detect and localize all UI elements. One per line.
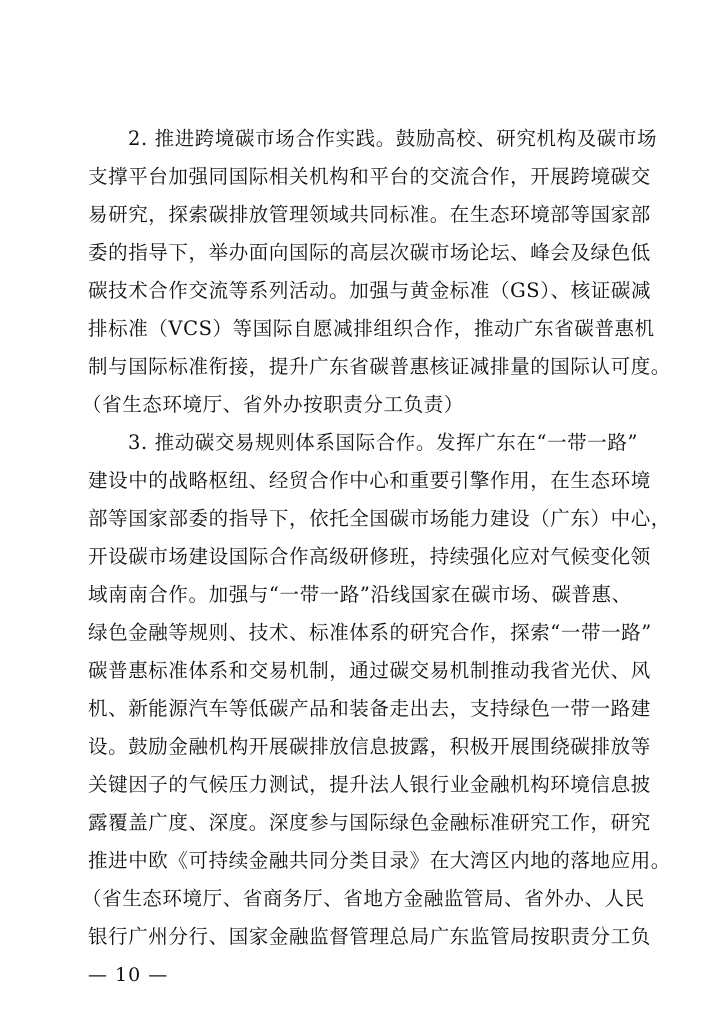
paragraph-3-line: 部等国家部委的指导下，依托全国碳市场能力建设（广东）中心， — [88, 507, 671, 530]
paragraph-3-responsibility-line: 银行广州分行、国家金融监督管理总局广东监管局按职责分工负 — [88, 925, 651, 948]
paragraph-3-line: 露覆盖广度、深度。深度参与国际绿色金融标准研究工作，研究 — [88, 811, 651, 834]
paragraph-3-line: 推进中欧《可持续金融共同分类目录》在大湾区内地的落地应用。 — [88, 849, 671, 872]
paragraph-3-line: 碳普惠标准体系和交易机制，通过碳交易机制推动我省光伏、风 — [88, 659, 651, 682]
paragraph-3-line: 域南南合作。加强与“一带一路”沿线国家在碳市场、碳普惠、 — [88, 583, 632, 606]
paragraph-3-responsibility-line: （省生态环境厅、省商务厅、省地方金融监管局、省外办、人民 — [82, 887, 645, 910]
page-number: — 10 — — [88, 964, 169, 986]
paragraph-3-line: 关键因子的气候压力测试，提升法人银行业金融机构环境信息披 — [88, 773, 651, 796]
paragraph-3-line: 机、新能源汽车等低碳产品和装备走出去，支持绿色一带一路建 — [88, 697, 651, 720]
paragraph-2-line: 制与国际标准衔接，提升广东省碳普惠核证减排量的国际认可度。 — [88, 355, 671, 378]
paragraph-2-line: 支撑平台加强同国际相关机构和平台的交流合作，开展跨境碳交 — [88, 165, 651, 188]
paragraph-3-line: 绿色金融等规则、技术、标准体系的研究合作，探索“一带一路” — [88, 621, 652, 644]
paragraph-2-line: 委的指导下，举办面向国际的高层次碳市场论坛、峰会及绿色低 — [88, 241, 651, 264]
paragraph-2-line: 排标准（VCS）等国际自愿减排组织合作，推动广东省碳普惠机 — [88, 317, 655, 340]
paragraph-2-line: 碳技术合作交流等系列活动。加强与黄金标准（GS）、核证碳减 — [88, 279, 652, 302]
paragraph-2-heading-line: 2. 推进跨境碳市场合作实践。鼓励高校、研究机构及碳市场 — [128, 127, 658, 150]
paragraph-3-line: 建设中的战略枢纽、经贸合作中心和重要引擎作用，在生态环境 — [88, 469, 651, 492]
paragraph-2-responsibility-line: （省生态环境厅、省外办按职责分工负责） — [82, 393, 464, 416]
paragraph-3-line: 设。鼓励金融机构开展碳排放信息披露，积极开展围绕碳排放等 — [88, 735, 651, 758]
paragraph-3-line: 开设碳市场建设国际合作高级研修班，持续强化应对气候变化领 — [88, 545, 651, 568]
paragraph-3-heading-line: 3. 推动碳交易规则体系国际合作。发挥广东在“一带一路” — [128, 431, 639, 454]
paragraph-2-line: 易研究，探索碳排放管理领域共同标准。在生态环境部等国家部 — [88, 203, 651, 226]
